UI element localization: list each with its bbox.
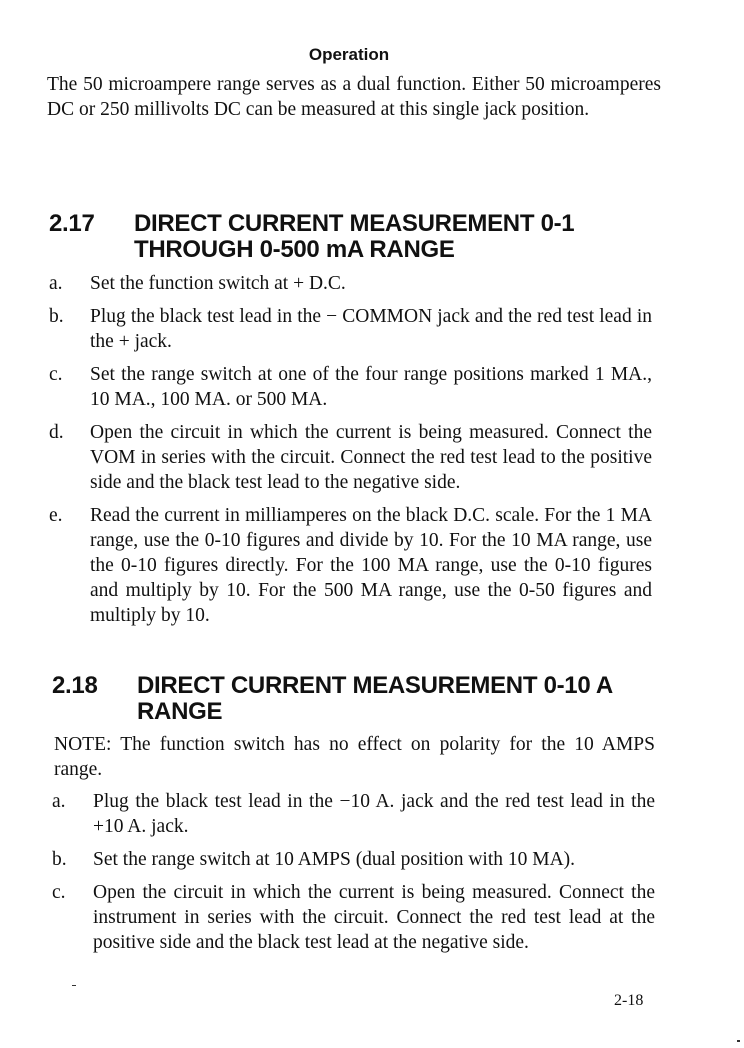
item-text: Plug the black test lead in the − COMMON jack and the red test lead in the + jack. — [90, 306, 652, 352]
steps-list-2-18 — [52, 789, 655, 963]
section-title: DIRECT CURRENT MEASUREMENT 0-1 THROUGH 0-500 mA RANGE — [134, 210, 575, 263]
list-item — [49, 271, 652, 296]
list-item — [52, 847, 655, 872]
note-paragraph: NOTE: The function switch has no effect on polarity for the 10 AMPS range. — [54, 734, 655, 780]
item-text: Set the range switch at one of the four range positions marked 1 MA., 10 MA., 100 MA. or 500 MA. — [90, 364, 652, 410]
steps-list-2-17 — [49, 271, 652, 636]
running-head: Operation — [308, 45, 390, 64]
item-text: Set the range switch at 10 AMPS (dual position with 10 MA). — [93, 849, 576, 870]
scan-mark — [737, 1040, 740, 1042]
intro-paragraph: The 50 microampere range serves as a dual function. Either 50 microamperes DC or 250 millivolts DC can be measured at this single jack position. — [47, 74, 661, 120]
list-item — [49, 362, 652, 412]
section-heading-2-18 — [52, 673, 692, 727]
item-marker: b. — [49, 306, 64, 327]
section-heading-2-17 — [49, 211, 689, 265]
item-text: Open the circuit in which the current is being measured. Connect the VOM in series with the circuit. Connect the red test lead to the positive side and the black test lead to the negative side. — [90, 422, 652, 493]
item-marker: a. — [49, 273, 63, 294]
page-number: 2-18 — [614, 992, 644, 1009]
item-marker: c. — [49, 364, 63, 385]
list-item — [49, 304, 652, 354]
list-item — [52, 789, 655, 839]
item-marker: c. — [52, 882, 66, 903]
item-marker: a. — [52, 791, 66, 812]
section-number: 2.17 — [49, 210, 95, 237]
scan-mark — [72, 985, 76, 986]
item-text: Read the current in milliamperes on the black D.C. scale. For the 1 MA range, use the 0-10 figures and divide by 10. For the 10 MA range, use the 0-10 figures directly. For the 100 MA range, use the 0-10 figures and multiply by 10. For the 500 MA range, use the 0-50 figures and multiply by 10. — [90, 505, 652, 626]
item-text: Set the function switch at + D.C. — [90, 273, 346, 294]
item-marker: d. — [49, 422, 64, 443]
list-item — [49, 503, 652, 628]
section-title: DIRECT CURRENT MEASUREMENT 0-10 A RANGE — [137, 672, 613, 725]
item-text: Plug the black test lead in the −10 A. jack and the red test lead in the +10 A. jack. — [93, 791, 655, 837]
list-item — [52, 880, 655, 955]
item-marker: b. — [52, 849, 67, 870]
item-text: Open the circuit in which the current is being measured. Connect the instrument in series with the circuit. Connect the red test lead at the positive side and the black test lead at the negative side. — [93, 882, 655, 953]
section-number: 2.18 — [52, 672, 98, 699]
list-item — [49, 420, 652, 495]
item-marker: e. — [49, 505, 63, 526]
